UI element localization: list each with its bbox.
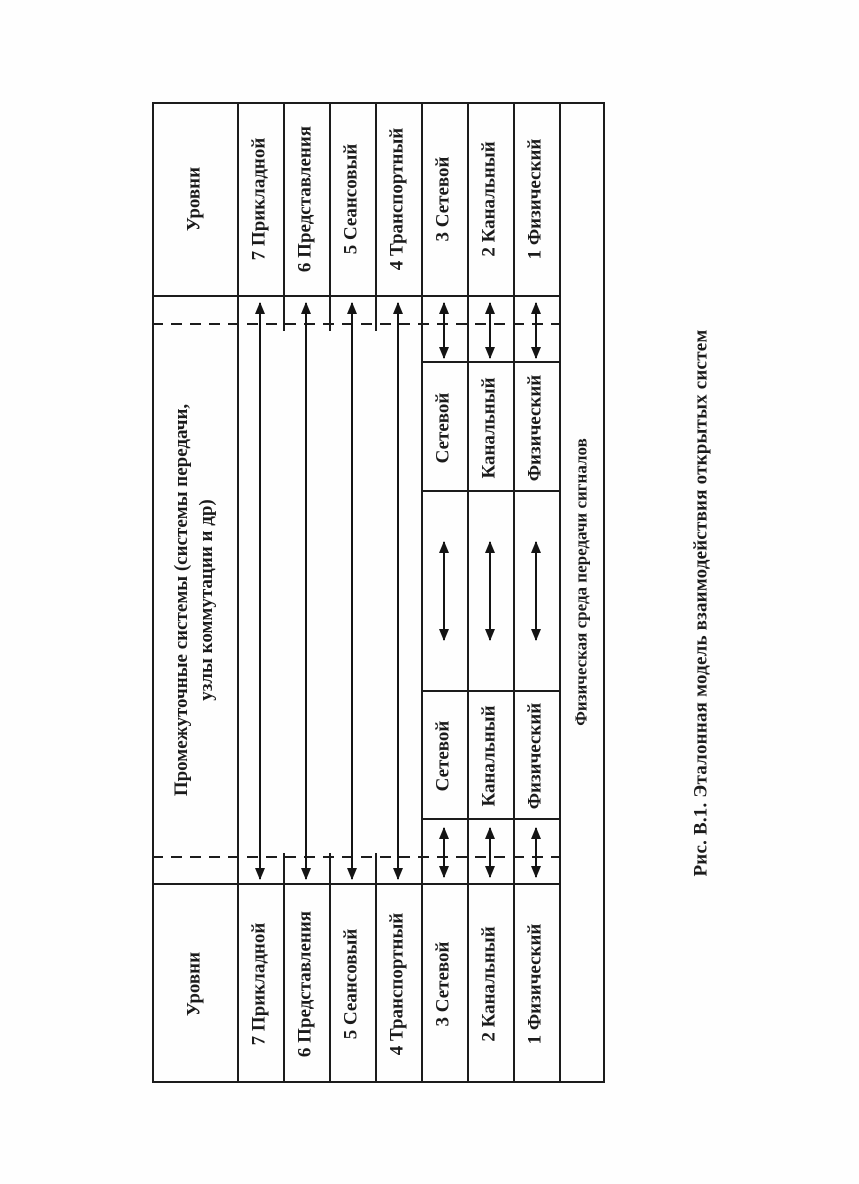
right-level-3-label: 3 Сетевой (432, 156, 454, 242)
level-1-arrow-left-icon (535, 828, 537, 877)
stack-b-datalink-label: Канальный (478, 377, 500, 479)
right-level-1-label: 1 Физический (524, 138, 546, 260)
stack-b-left-edge (421, 490, 559, 492)
row-line-l6-l5-left (329, 853, 331, 1083)
row-line-l2-l1 (513, 102, 515, 1083)
stack-b-physical-label: Физический (524, 374, 546, 482)
left-level-3-label: 3 Сетевой (432, 941, 454, 1027)
row-line-medium (559, 102, 561, 1083)
level-2-arrow-right-icon (489, 303, 491, 358)
right-level-7-label: 7 Прикладной (248, 137, 270, 261)
row-line-header (237, 102, 239, 1083)
row-line-l5-l4-left (375, 853, 377, 1083)
stack-b-right-edge (421, 361, 559, 363)
level-5-arrow-icon (351, 303, 353, 879)
level-1-arrow-right-icon (535, 303, 537, 358)
row-line-l4-l3 (421, 102, 423, 1083)
right-level-6-label: 6 Представления (294, 125, 316, 273)
stack-a-network-label: Сетевой (432, 720, 454, 792)
level-6-arrow-icon (305, 303, 307, 879)
level-2-arrow-mid-icon (489, 542, 491, 640)
intermediate-systems-header (169, 404, 219, 796)
level-7-arrow-icon (259, 303, 261, 879)
physical-medium-label: Физическая среда передачи сигналов (571, 438, 591, 726)
stack-a-left-edge (421, 818, 559, 820)
right-system-edge (152, 295, 559, 297)
left-level-7-label: 7 Прикладной (248, 922, 270, 1046)
level-4-arrow-icon (397, 303, 399, 879)
level-3-arrow-mid-icon (443, 542, 445, 640)
level-1-arrow-mid-icon (535, 542, 537, 640)
row-line-l3-l2 (467, 102, 469, 1083)
level-3-arrow-right-icon (443, 303, 445, 358)
stack-a-physical-label: Физический (524, 702, 546, 810)
level-2-arrow-left-icon (489, 828, 491, 877)
system-boundary-dashed-left (152, 856, 559, 858)
stack-a-datalink-label: Канальный (478, 705, 500, 807)
left-table-header: Уровни (183, 951, 205, 1017)
left-level-1-label: 1 Физический (524, 923, 546, 1045)
row-line-l7-l6-left (283, 853, 285, 1083)
stack-a-right-edge (421, 690, 559, 692)
intermediate-systems-header-line2: узлы коммутации и др) (196, 499, 217, 701)
stack-b-network-label: Сетевой (432, 392, 454, 464)
figure-caption: Рис. В.1. Эталонная модель взаимодействия открытых систем (690, 329, 712, 877)
left-level-2-label: 2 Канальный (478, 926, 500, 1042)
osi-reference-model-figure (152, 102, 752, 1083)
system-boundary-dashed-right (152, 323, 559, 325)
left-level-5-label: 5 Сеансовый (340, 928, 362, 1040)
left-level-4-label: 4 Транспортный (386, 912, 408, 1056)
left-system-edge (152, 883, 559, 885)
right-level-2-label: 2 Канальный (478, 141, 500, 257)
level-3-arrow-left-icon (443, 828, 445, 877)
right-level-5-label: 5 Сеансовый (340, 143, 362, 255)
intermediate-systems-header-line1: Промежуточные системы (системы передачи, (171, 403, 192, 797)
right-table-header: Уровни (183, 166, 205, 232)
right-level-4-label: 4 Транспортный (386, 127, 408, 271)
left-level-6-label: 6 Представления (294, 910, 316, 1058)
